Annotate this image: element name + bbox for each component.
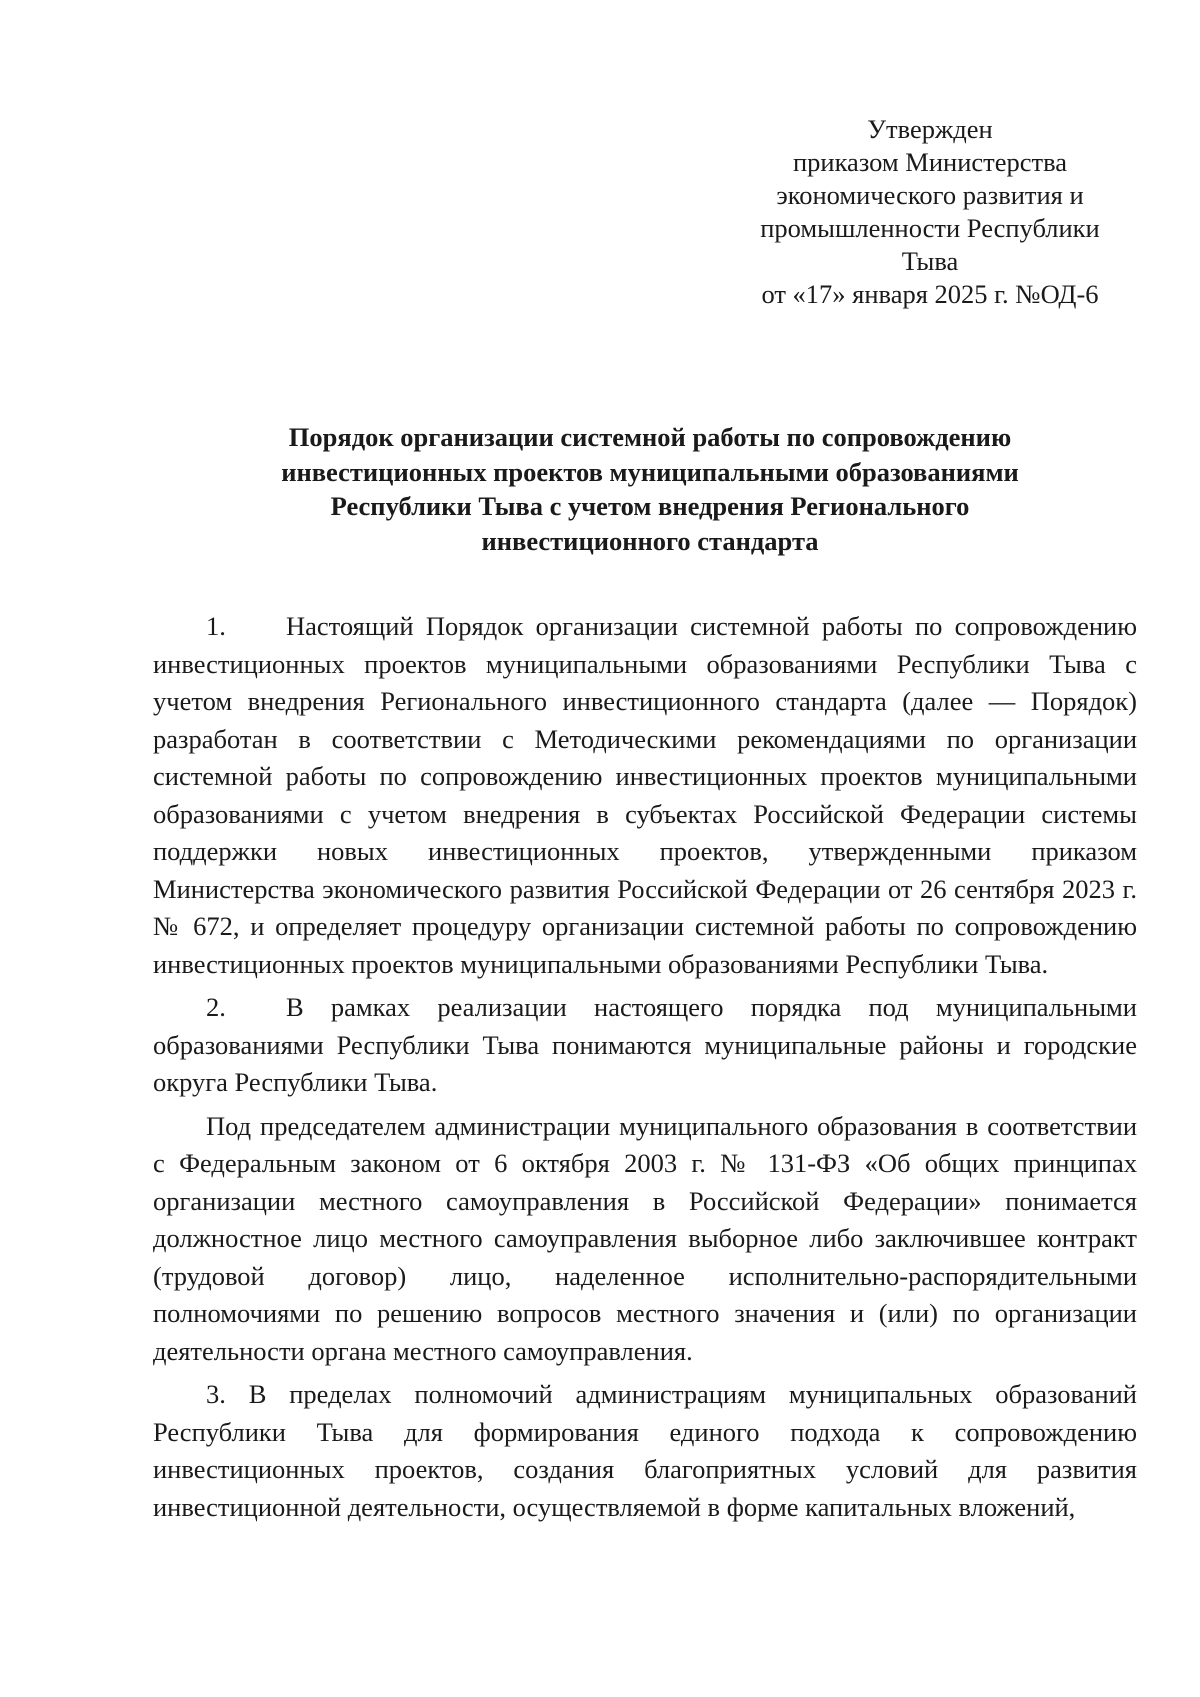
- paragraph-text: 3. В пределах полномочий администрациям муниципальных образований Республики Тыва для формирования единого подхода к сопровождению инвестиционных проектов, создания благоприятных условий для развития инвестиционной деятельности, осуществляемой в форме капитальных вложений,: [153, 1379, 1137, 1522]
- paragraph-text: В рамках реализации настоящего порядка под муниципальными образованиями Республики Тыва понимаются муниципальные районы и городские округа Республики Тыва.: [153, 992, 1137, 1097]
- paragraph-number: 1.: [206, 611, 226, 641]
- document-body: [153, 608, 1137, 1526]
- approval-line: от «17» января 2025 г. №ОД-6: [761, 279, 1099, 309]
- title-line: инвестиционного стандарта: [481, 525, 819, 556]
- approval-line: Тыва: [901, 246, 959, 276]
- approval-line: Утвержден: [867, 114, 993, 144]
- paragraph-2-definition: [153, 1108, 1137, 1371]
- paragraph-text: Настоящий Порядок организации системной работы по сопровождению инвестиционных проектов муниципальными образованиями Республики Тыва с учетом внедрения Регионального инвестиционного стандарта (далее — Порядок) разработан в соответствии с Методическими рекомендациями по организации системной работы по сопровождению инвестиционных проектов муниципальными образованиями с учетом внедрения в субъектах Российской Федерации системы поддержки новых инвестиционных проектов, утвержденными приказом Министерства экономического развития Российской Федерации от 26 сентября 2023 г. № 672, и определяет процедуру организации системной работы по сопровождению инвестиционных проектов муниципальными образованиями Республики Тыва.: [153, 611, 1137, 979]
- paragraph-1: [153, 608, 1137, 983]
- paragraph-3: [153, 1376, 1137, 1526]
- approval-line: приказом Министерства: [792, 147, 1068, 177]
- paragraph-text: Под председателем администрации муниципального образования в соответствии с Федеральным законом от 6 октября 2003 г. № 131-ФЗ «Об общих принципах организации местного самоуправления в Российской Федерации» понимается должностное лицо местного самоуправления выборное либо заключившее контракт (трудовой договор) лицо, наделенное исполнительно-распорядительными полномочиями по решению вопросов местного значения и (или) по организации деятельности органа местного самоуправления.: [153, 1110, 1137, 1366]
- title-line: Республики Тыва с учетом внедрения Регионального: [330, 491, 970, 521]
- approval-stamp: [700, 113, 1160, 311]
- paragraph-2: [153, 989, 1137, 1102]
- document-title: [150, 420, 1150, 558]
- title-line: Порядок организации системной работы по сопровождению: [288, 422, 1012, 452]
- approval-line: экономического развития и: [776, 180, 1084, 210]
- paragraph-number: 2.: [206, 992, 226, 1022]
- approval-line: промышленности Республики: [760, 213, 1100, 243]
- title-line: инвестиционных проектов муниципальными образованиями: [281, 456, 1019, 487]
